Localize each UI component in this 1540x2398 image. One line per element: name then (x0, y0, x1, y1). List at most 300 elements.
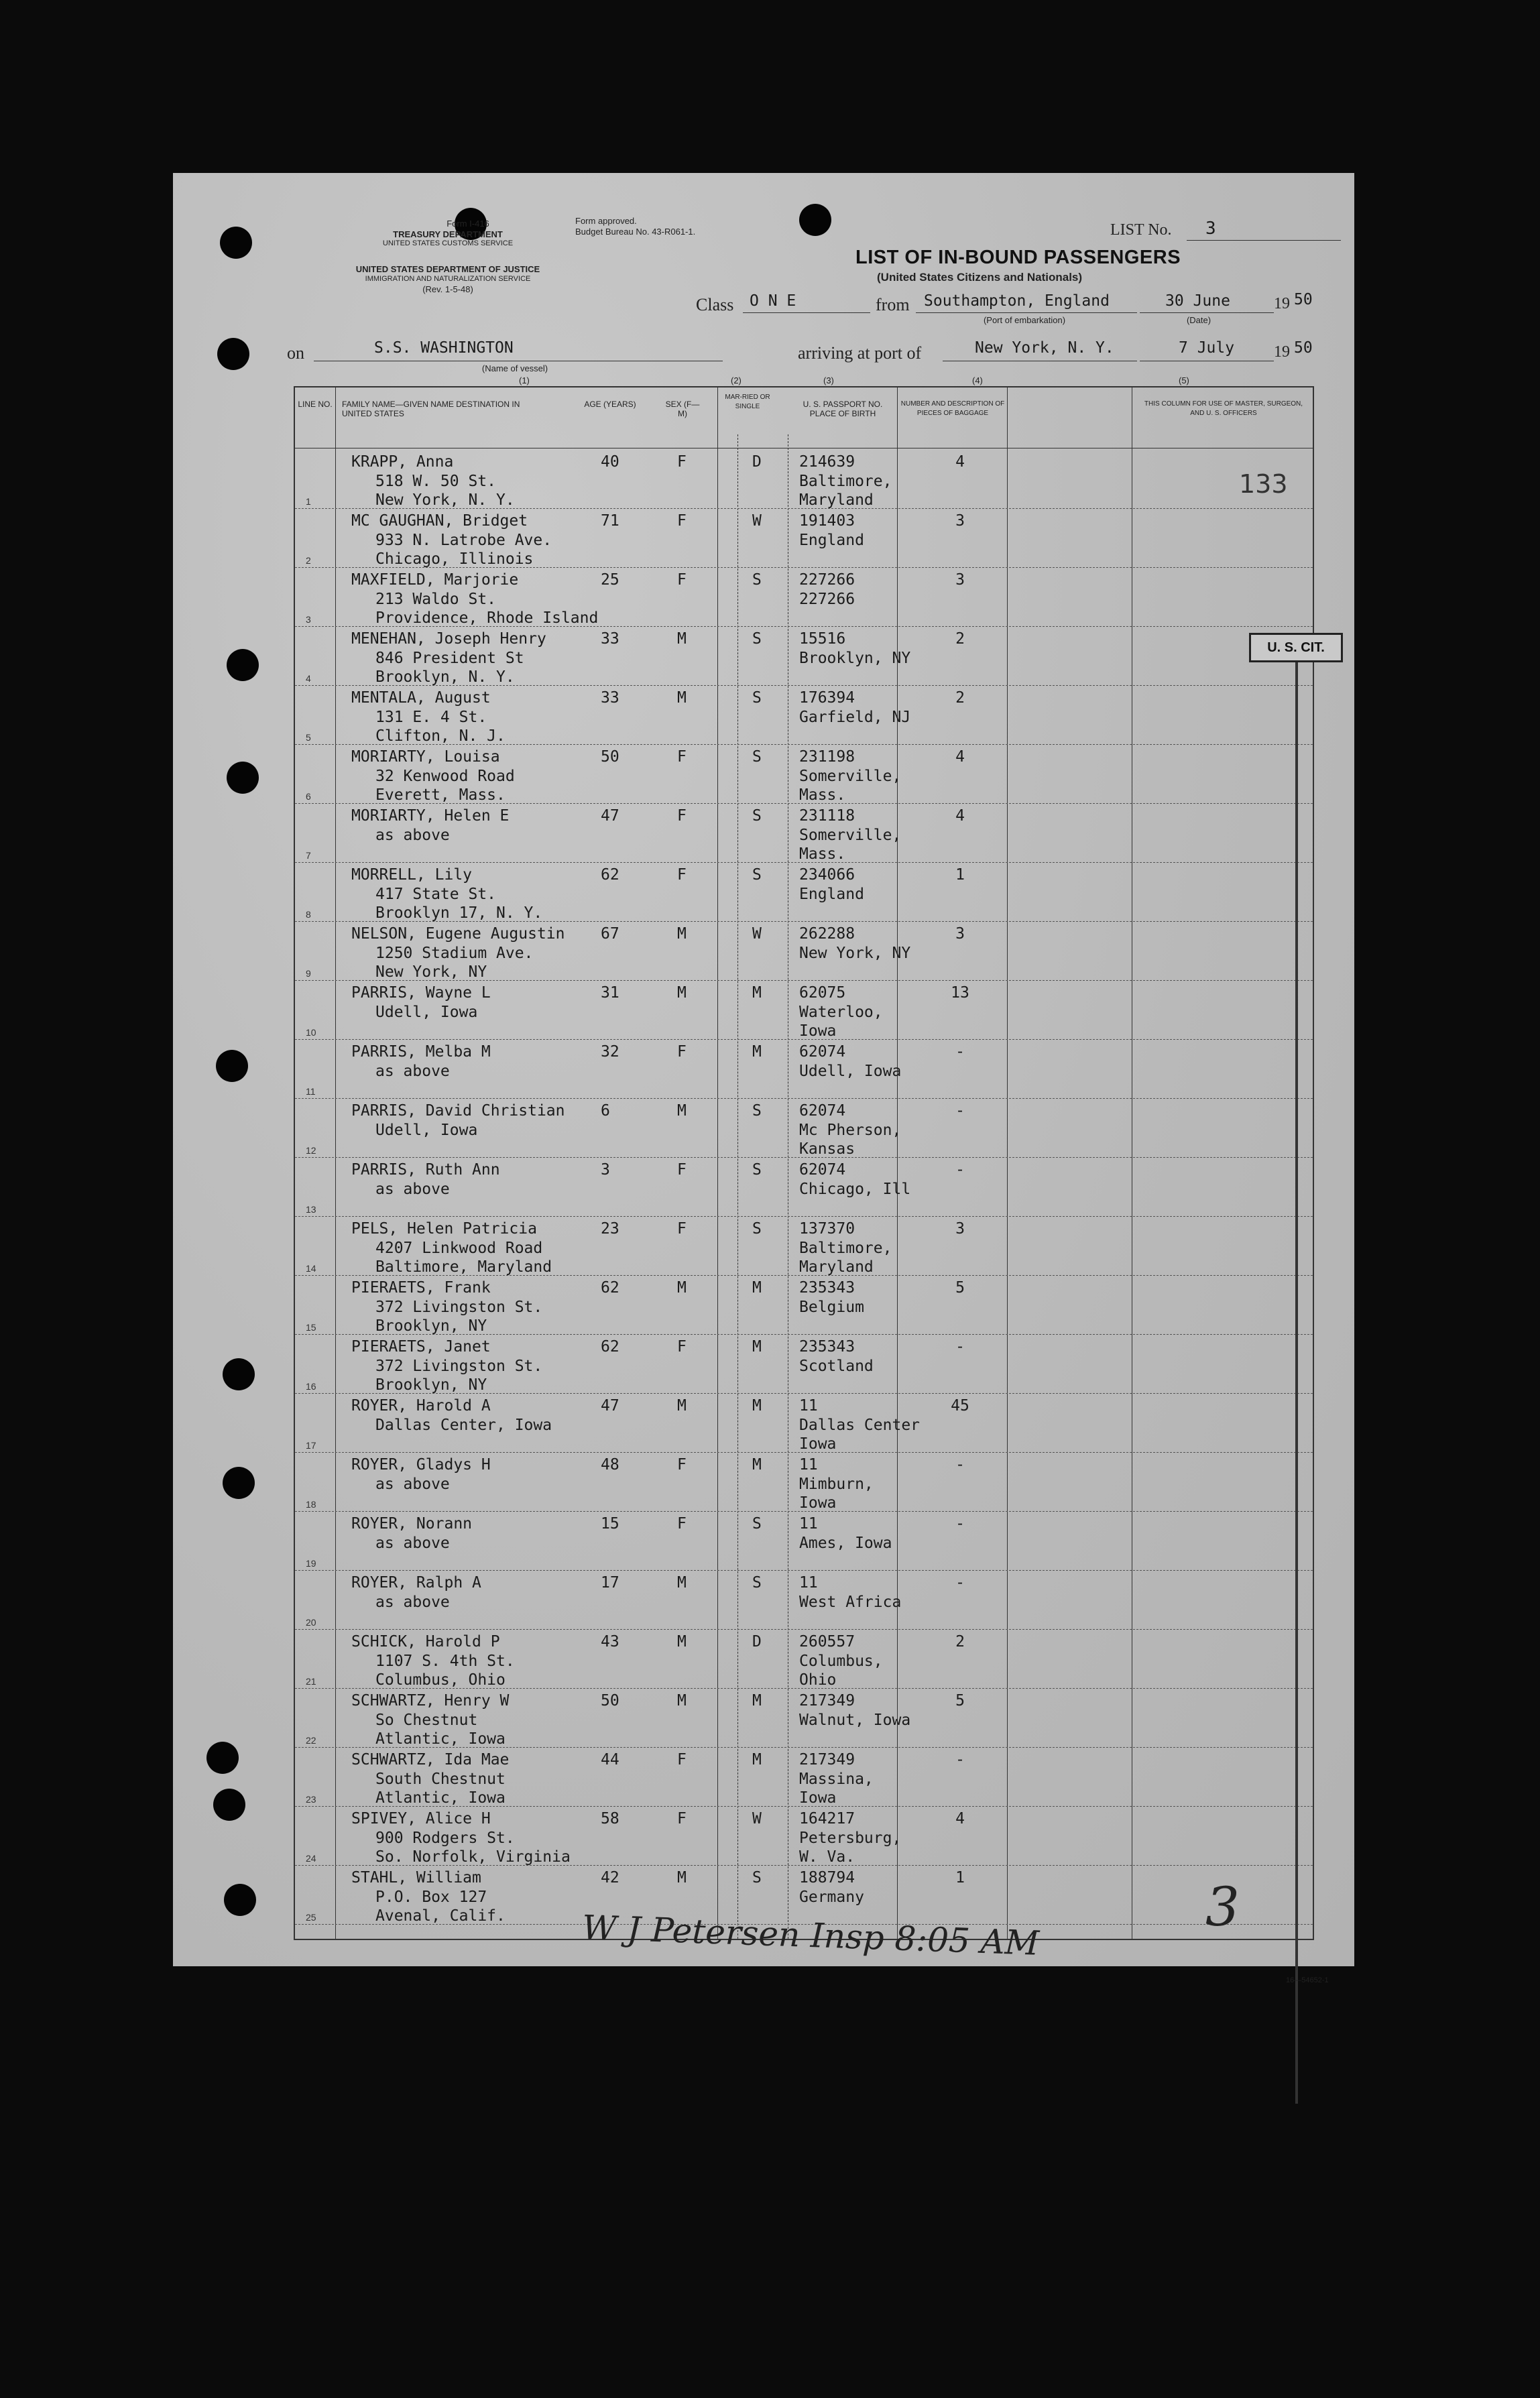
baggage-count: - (955, 1338, 965, 1356)
baggage-count: 5 (955, 1692, 965, 1710)
passport-number: 62074 (799, 1102, 846, 1120)
binder-hole (220, 227, 252, 259)
table-row (295, 567, 1313, 626)
form-number: Form I-416 (447, 219, 489, 229)
marital-status: S (752, 866, 762, 884)
passport-number: 11 (799, 1456, 818, 1474)
marital-status: W (752, 1810, 762, 1827)
list-no-value: 3 (1205, 219, 1216, 239)
passenger-address-1: as above (375, 827, 450, 844)
line-number: 5 (306, 732, 311, 743)
arriving-label: arriving at port of (798, 343, 922, 363)
birthplace-1: England (799, 532, 864, 549)
line-number: 7 (306, 850, 311, 861)
passport-number: 11 (799, 1574, 818, 1592)
marital-status: M (752, 1692, 762, 1710)
baggage-count: 1 (955, 866, 965, 884)
arrival-year-prefix: 19 (1274, 343, 1290, 361)
passport-number: 231198 (799, 748, 855, 766)
passenger-age: 15 (601, 1515, 619, 1533)
passport-number: 234066 (799, 866, 855, 884)
passenger-age: 23 (601, 1220, 619, 1238)
passenger-sex: M (677, 689, 687, 707)
passenger-age: 6 (601, 1102, 610, 1120)
handwritten-total: 3 (1205, 1876, 1240, 1938)
embark-date: 30 June (1165, 292, 1230, 310)
line-number: 13 (306, 1204, 316, 1215)
us-citizen-stamp: U. S. CIT. (1249, 633, 1343, 662)
line-number: 9 (306, 968, 311, 979)
embark-port-line (916, 312, 1137, 313)
passport-number: 11 (799, 1515, 818, 1533)
passenger-address-2: Baltimore, Maryland (375, 1258, 552, 1276)
marital-status: M (752, 1338, 762, 1356)
table-row (295, 1334, 1313, 1393)
page-title: LIST OF IN-BOUND PASSENGERS (855, 247, 1181, 268)
arrival-port: New York, N. Y. (975, 339, 1114, 357)
form-approved: Form approved. (575, 216, 637, 226)
birthplace-2: W. Va. (799, 1848, 855, 1866)
birthplace-1: England (799, 886, 864, 903)
line-number: 19 (306, 1558, 316, 1569)
passport-number: 235343 (799, 1279, 855, 1297)
marital-status: S (752, 1869, 762, 1886)
revision: (Rev. 1-5-48) (422, 284, 473, 294)
baggage-count: 4 (955, 453, 965, 471)
passenger-sex: F (677, 1220, 687, 1238)
birthplace-1: Belgium (799, 1299, 864, 1316)
vessel-name: S.S. WASHINGTON (374, 339, 514, 357)
passenger-name: MC GAUGHAN, Bridget (351, 512, 528, 530)
marital-status: S (752, 1515, 762, 1533)
passenger-age: 48 (601, 1456, 619, 1474)
embark-date-line (1140, 312, 1274, 313)
line-number: 4 (306, 673, 311, 684)
marital-status: S (752, 630, 762, 648)
table-row (295, 1157, 1313, 1216)
class-label: Class (696, 295, 734, 314)
col-number-1: (1) (519, 375, 530, 385)
passenger-name: SCHICK, Harold P (351, 1633, 500, 1651)
line-number: 24 (306, 1853, 316, 1864)
passenger-name: MORIARTY, Louisa (351, 748, 500, 766)
birthplace-2: Iowa (799, 1494, 837, 1512)
col-number-5: (5) (1179, 375, 1189, 385)
baggage-count: 4 (955, 807, 965, 825)
passenger-name: ROYER, Ralph A (351, 1574, 481, 1592)
marital-status: W (752, 925, 762, 943)
passenger-sex: M (677, 1692, 687, 1710)
col-head-officers: THIS COLUMN FOR USE OF MASTER, SURGEON, AND U. S. OFFICERS (1144, 400, 1303, 417)
col-number-2: (2) (731, 375, 742, 385)
passenger-age: 62 (601, 1279, 619, 1297)
table-row (295, 921, 1313, 980)
birthplace-2: Iowa (799, 1022, 837, 1040)
baggage-count: 2 (955, 689, 965, 707)
marital-status: M (752, 1043, 762, 1061)
passenger-age: 43 (601, 1633, 619, 1651)
marital-status: S (752, 1102, 762, 1120)
passenger-age: 33 (601, 630, 619, 648)
birthplace-1: Garfield, NJ (799, 709, 911, 726)
birthplace-2: Ohio (799, 1671, 837, 1689)
marital-status: M (752, 984, 762, 1002)
birthplace-2: Iowa (799, 1789, 837, 1807)
baggage-count: 4 (955, 1810, 965, 1827)
passenger-address-1: as above (375, 1594, 450, 1611)
birthplace-1: New York, NY (799, 945, 911, 962)
treasury-dept: TREASURY DEPARTMENT (393, 229, 503, 239)
line-number: 23 (306, 1794, 316, 1805)
arrival-date: 7 July (1179, 339, 1235, 357)
birthplace-1: Massina, (799, 1771, 874, 1788)
binder-hole (216, 1050, 248, 1082)
birthplace-2: Mass. (799, 845, 846, 863)
passenger-address-1: as above (375, 1181, 450, 1198)
passenger-name: KRAPP, Anna (351, 453, 454, 471)
stamp-bracket-line (1295, 662, 1298, 2104)
table-row (295, 1039, 1313, 1098)
passenger-address-1: 372 Livingston St. (375, 1358, 543, 1375)
table-row (295, 508, 1313, 567)
marital-status: S (752, 807, 762, 825)
baggage-count: 3 (955, 925, 965, 943)
passport-number: 137370 (799, 1220, 855, 1238)
passport-number: 260557 (799, 1633, 855, 1651)
table-row (295, 1688, 1313, 1747)
col-head-line-no: LINE NO. (298, 400, 333, 409)
passenger-address-2: Avenal, Calif. (375, 1907, 506, 1925)
line-number: 15 (306, 1322, 316, 1333)
passenger-address-1: 846 President St (375, 650, 524, 667)
passenger-name: MENEHAN, Joseph Henry (351, 630, 546, 648)
passenger-address-1: 417 State St. (375, 886, 497, 903)
passenger-age: 47 (601, 807, 619, 825)
passenger-address-1: 32 Kenwood Road (375, 768, 515, 785)
passenger-age: 58 (601, 1810, 619, 1827)
passenger-name: PELS, Helen Patricia (351, 1220, 537, 1238)
passport-number: 62074 (799, 1043, 846, 1061)
passenger-sex: M (677, 925, 687, 943)
line-number: 25 (306, 1912, 316, 1923)
table-row (295, 1570, 1313, 1629)
binder-hole (227, 762, 259, 794)
table-row (295, 1629, 1313, 1688)
passenger-sex: F (677, 1161, 687, 1179)
passport-number: 262288 (799, 925, 855, 943)
birthplace-1: Brooklyn, NY (799, 650, 911, 667)
list-no-label: LIST No. (1110, 221, 1172, 239)
ins-service: IMMIGRATION AND NATURALIZATION SERVICE (365, 275, 531, 283)
passenger-address-1: South Chestnut (375, 1771, 506, 1788)
passport-number: 227266 (799, 571, 855, 589)
table-row (295, 744, 1313, 803)
col-number-3: (3) (823, 375, 834, 385)
list-no-line (1187, 240, 1341, 241)
binder-hole (223, 1467, 255, 1499)
passenger-name: MORIARTY, Helen E (351, 807, 510, 825)
passenger-age: 44 (601, 1751, 619, 1768)
baggage-count: 45 (951, 1397, 969, 1415)
passenger-age: 25 (601, 571, 619, 589)
col-number-4: (4) (972, 375, 983, 385)
line-number: 12 (306, 1145, 316, 1156)
passenger-address-1: as above (375, 1476, 450, 1493)
passenger-age: 67 (601, 925, 619, 943)
passenger-name: PARRIS, David Christian (351, 1102, 565, 1120)
table-row (295, 1393, 1313, 1452)
passenger-name: NELSON, Eugene Augustin (351, 925, 565, 943)
passenger-address-1: 131 E. 4 St. (375, 709, 487, 726)
baggage-count: 3 (955, 571, 965, 589)
line-number: 20 (306, 1617, 316, 1628)
passenger-address-1: Udell, Iowa (375, 1122, 478, 1139)
birthplace-1: Ames, Iowa (799, 1535, 892, 1552)
passenger-address-1: 900 Rodgers St. (375, 1830, 515, 1847)
birthplace-1: Somerville, (799, 827, 902, 844)
line-number: 14 (306, 1263, 316, 1274)
passenger-age: 50 (601, 748, 619, 766)
birthplace-1: Udell, Iowa (799, 1063, 902, 1080)
marital-status: S (752, 1161, 762, 1179)
passenger-name: PIERAETS, Janet (351, 1338, 491, 1356)
passenger-sex: F (677, 1456, 687, 1474)
vessel-caption: (Name of vessel) (481, 363, 548, 373)
marital-status: S (752, 748, 762, 766)
baggage-count: 1 (955, 1869, 965, 1886)
passport-number: 164217 (799, 1810, 855, 1827)
passenger-name: ROYER, Norann (351, 1515, 473, 1533)
birthplace-1: Waterloo, (799, 1004, 883, 1021)
birthplace-1: Columbus, (799, 1653, 883, 1670)
birthplace-1: Mimburn, (799, 1476, 874, 1493)
table-row (295, 1216, 1313, 1275)
birthplace-2: Maryland (799, 491, 874, 509)
passenger-table (294, 386, 1314, 1940)
birthplace-1: Petersburg, (799, 1830, 902, 1847)
passenger-address-2: New York, N. Y. (375, 491, 515, 509)
baggage-count: - (955, 1161, 965, 1179)
page-subtitle: (United States Citizens and Nationals) (877, 271, 1083, 284)
line-number: 8 (306, 909, 311, 920)
line-number: 11 (306, 1086, 316, 1097)
passenger-address-2: Atlantic, Iowa (375, 1730, 506, 1748)
col-head-sex: SEX (F—M) (665, 400, 700, 418)
passenger-age: 71 (601, 512, 619, 530)
passenger-age: 33 (601, 689, 619, 707)
baggage-count: 2 (955, 1633, 965, 1651)
birthplace-2: Maryland (799, 1258, 874, 1276)
passenger-address-1: P.O. Box 127 (375, 1889, 487, 1906)
passport-number: 217349 (799, 1692, 855, 1710)
birthplace-1: Baltimore, (799, 1240, 892, 1257)
passenger-name: PARRIS, Melba M (351, 1043, 491, 1061)
passenger-name: SCHWARTZ, Henry W (351, 1692, 510, 1710)
baggage-count: - (955, 1574, 965, 1592)
passport-number: 15516 (799, 630, 846, 648)
line-number: 18 (306, 1499, 316, 1510)
birthplace-2: Kansas (799, 1140, 855, 1158)
budget-bureau: Budget Bureau No. 43-R061-1. (575, 227, 696, 237)
col-head-baggage: NUMBER AND DESCRIPTION OF PIECES OF BAGGAGE (900, 400, 1005, 417)
stamp-number: 133 (1239, 469, 1288, 499)
table-row (295, 1747, 1313, 1806)
customs-service: UNITED STATES CUSTOMS SERVICE (382, 239, 514, 247)
class-value: O N E (750, 292, 796, 310)
passenger-address-2: So. Norfolk, Virginia (375, 1848, 571, 1866)
passenger-address-1: as above (375, 1063, 450, 1080)
passenger-name: PARRIS, Ruth Ann (351, 1161, 500, 1179)
passenger-address-1: 1250 Stadium Ave. (375, 945, 534, 962)
passenger-address-1: Udell, Iowa (375, 1004, 478, 1021)
passenger-name: ROYER, Harold A (351, 1397, 491, 1415)
passenger-address-1: 518 W. 50 St. (375, 473, 497, 490)
passenger-address-1: 372 Livingston St. (375, 1299, 543, 1316)
baggage-count: 13 (951, 984, 969, 1002)
binder-hole (217, 338, 249, 370)
passenger-age: 50 (601, 1692, 619, 1710)
passenger-address-1: 933 N. Latrobe Ave. (375, 532, 552, 549)
table-row (295, 980, 1313, 1039)
passenger-address-2: Brooklyn, N. Y. (375, 668, 515, 686)
passenger-name: ROYER, Gladys H (351, 1456, 491, 1474)
passenger-sex: F (677, 1810, 687, 1827)
marital-status: M (752, 1397, 762, 1415)
birthplace-1: Germany (799, 1889, 864, 1906)
baggage-count: 3 (955, 512, 965, 530)
passenger-age: 42 (601, 1869, 619, 1886)
passenger-sex: F (677, 1338, 687, 1356)
passenger-name: MORRELL, Lily (351, 866, 473, 884)
passenger-age: 17 (601, 1574, 619, 1592)
line-number: 2 (306, 555, 311, 566)
birthplace-1: Walnut, Iowa (799, 1712, 911, 1729)
line-number: 1 (306, 496, 311, 507)
passenger-name: SPIVEY, Alice H (351, 1810, 491, 1827)
col-head-name: FAMILY NAME—GIVEN NAME DESTINATION IN UNITED STATES (342, 400, 520, 418)
passenger-address-2: Brooklyn 17, N. Y. (375, 904, 543, 922)
table-row (295, 1511, 1313, 1570)
passport-number: 62074 (799, 1161, 846, 1179)
line-number: 3 (306, 614, 311, 625)
binder-hole (213, 1789, 245, 1821)
passenger-name: STAHL, William (351, 1869, 481, 1886)
passenger-sex: F (677, 1515, 687, 1533)
passport-number: 11 (799, 1397, 818, 1415)
col-head-age: AGE (YEARS) (584, 400, 636, 409)
baggage-count: - (955, 1456, 965, 1474)
passenger-address-2: Providence, Rhode Island (375, 609, 599, 627)
passenger-name: SCHWARTZ, Ida Mae (351, 1751, 510, 1768)
passenger-age: 32 (601, 1043, 619, 1061)
marital-status: W (752, 512, 762, 530)
embark-port: Southampton, England (924, 292, 1110, 310)
line-number: 10 (306, 1027, 316, 1038)
passenger-address-2: Chicago, Illinois (375, 550, 534, 568)
passport-number: 176394 (799, 689, 855, 707)
passenger-address-1: So Chestnut (375, 1712, 478, 1729)
passenger-address-2: Brooklyn, NY (375, 1317, 487, 1335)
birthplace-1: West Africa (799, 1594, 902, 1611)
passenger-sex: M (677, 1279, 687, 1297)
col-head-passport: U. S. PASSPORT NO. PLACE OF BIRTH (803, 400, 883, 418)
date-caption: (Date) (1186, 315, 1211, 325)
embark-year: 50 (1294, 291, 1313, 308)
passenger-address-1: Dallas Center, Iowa (375, 1417, 552, 1434)
birthplace-1: Baltimore, (799, 473, 892, 490)
line-number: 21 (306, 1676, 316, 1687)
passenger-sex: F (677, 748, 687, 766)
baggage-count: - (955, 1102, 965, 1120)
marital-status: M (752, 1751, 762, 1768)
binder-hole (799, 204, 831, 236)
table-row (295, 685, 1313, 744)
line-number: 6 (306, 791, 311, 802)
passenger-sex: F (677, 512, 687, 530)
passenger-name: MENTALA, August (351, 689, 491, 707)
birthplace-1: 227266 (799, 591, 855, 608)
binder-hole (223, 1358, 255, 1390)
table-row (295, 1452, 1313, 1511)
passenger-sex: F (677, 453, 687, 471)
passenger-name: MAXFIELD, Marjorie (351, 571, 519, 589)
table-row (295, 449, 1313, 508)
birthplace-1: Chicago, Ill (799, 1181, 911, 1198)
marital-status: D (752, 1633, 762, 1651)
marital-status: S (752, 571, 762, 589)
marital-status: S (752, 1220, 762, 1238)
passenger-address-2: Clifton, N. J. (375, 727, 506, 745)
table-row (295, 1275, 1313, 1334)
class-line (743, 312, 870, 313)
passenger-sex: M (677, 1633, 687, 1651)
line-number: 16 (306, 1381, 316, 1392)
marital-status: M (752, 1279, 762, 1297)
baggage-count: 5 (955, 1279, 965, 1297)
marital-status: S (752, 1574, 762, 1592)
passenger-address-1: 213 Waldo St. (375, 591, 497, 608)
passenger-age: 62 (601, 866, 619, 884)
passenger-age: 40 (601, 453, 619, 471)
passenger-sex: F (677, 807, 687, 825)
birthplace-2: Mass. (799, 786, 846, 804)
passenger-sex: F (677, 1043, 687, 1061)
binder-hole (227, 649, 259, 681)
passenger-name: PARRIS, Wayne L (351, 984, 491, 1002)
baggage-count: - (955, 1515, 965, 1533)
birthplace-1: Somerville, (799, 768, 902, 785)
table-row (295, 1806, 1313, 1865)
baggage-count: 2 (955, 630, 965, 648)
passenger-address-1: as above (375, 1535, 450, 1552)
passenger-sex: M (677, 630, 687, 648)
arrival-year: 50 (1294, 339, 1313, 357)
binder-hole (224, 1884, 256, 1916)
passenger-address-1: 4207 Linkwood Road (375, 1240, 543, 1257)
form-code: 16—54652-1 (1286, 1976, 1329, 1984)
passport-number: 217349 (799, 1751, 855, 1768)
passenger-address-2: New York, NY (375, 963, 487, 981)
passenger-address-2: Atlantic, Iowa (375, 1789, 506, 1807)
passenger-age: 62 (601, 1338, 619, 1356)
col-head-married: MAR-RIED OR SINGLE (725, 394, 770, 410)
passport-number: 235343 (799, 1338, 855, 1356)
baggage-count: - (955, 1043, 965, 1061)
passenger-sex: M (677, 1397, 687, 1415)
baggage-count: 3 (955, 1220, 965, 1238)
line-number: 22 (306, 1735, 316, 1746)
birthplace-1: Scotland (799, 1358, 874, 1375)
